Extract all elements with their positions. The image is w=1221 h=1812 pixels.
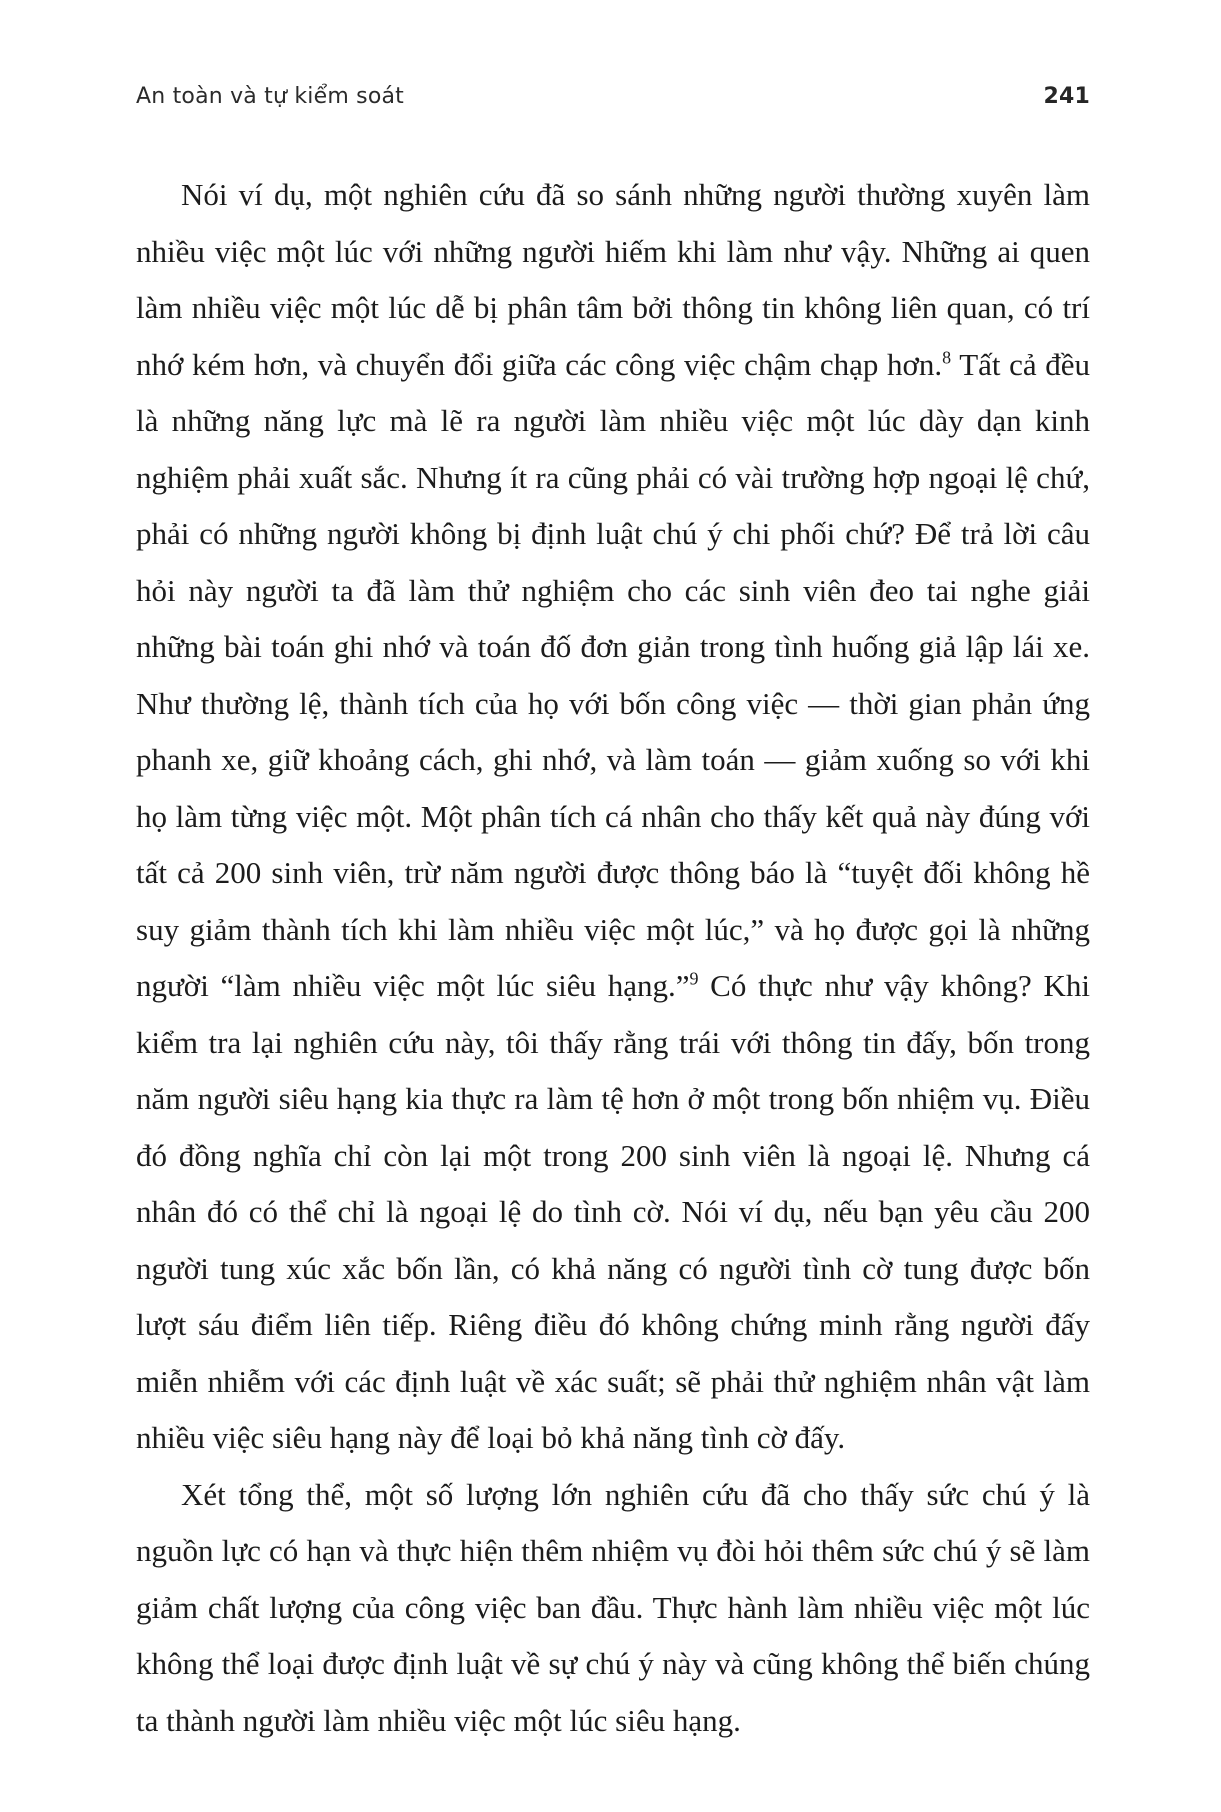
paragraph: Xét tổng thể, một số lượng lớn nghiên cứu đã cho thấy sức chú ý là nguồn lực có hạn và thực hiện thêm nhiệm vụ đòi hỏi thêm sức chú ý sẽ làm giảm chất lượng của công việc ban đầu. Thực hành làm nhiều việc một lúc không thể loại được định luật về sự chú ý này và cũng không thể biến chúng ta thành người làm nhiều việc một lúc siêu hạng. xyxy=(136,1476,1090,1738)
footnote-reference: 9 xyxy=(689,968,699,989)
footnote-reference: 8 xyxy=(942,347,952,368)
page-header xyxy=(136,84,1090,109)
running-header-title: An toàn và tự kiểm soát xyxy=(136,84,404,109)
body-text xyxy=(136,167,1090,1749)
page-number: 241 xyxy=(1043,84,1090,109)
paragraph: Nói ví dụ, một nghiên cứu đã so sánh những người thường xuyên làm nhiều việc một lúc với những người hiếm khi làm như vậy. Những ai quen làm nhiều việc một lúc dễ bị phân tâm bởi thông tin không liên quan, có trí nhớ kém hơn, và chuyển đổi giữa các công việc chậm chạp hơn.$^8$ Tất cả đều là những năng lực mà lẽ ra người làm nhiều việc một lúc dày dạn kinh nghiệm phải xuất sắc. Nhưng ít ra cũng phải có vài trường hợp ngoại lệ chứ, phải có những người không bị định luật chú ý chi phối chứ? Để trả lời câu hỏi này người ta đã làm thử nghiệm cho các sinh viên đeo tai nghe giải những bài toán ghi nhớ và toán đố đơn giản trong tình huống giả lập lái xe. Như thường lệ, thành tích của họ với bốn công việc — thời gian phản ứng phanh xe, giữ khoảng cách, ghi nhớ, và làm toán — giảm xuống so với khi họ làm từng việc một. Một phân tích cá nhân cho thấy kết quả này đúng với tất cả 200 sinh viên, trừ năm người được thông báo là “tuyệt đối không hề suy giảm thành tích khi làm nhiều việc một lúc,” và họ được gọi là những người “làm nhiều việc một lúc siêu hạng.”$^9$ Có thực như vậy không? Khi kiểm tra lại nghiên cứu này, tôi thấy rằng trái với thông tin đấy, bốn trong năm người siêu hạng kia thực ra làm tệ hơn ở một trong bốn nhiệm vụ. Điều đó đồng nghĩa chỉ còn lại một trong 200 sinh viên là ngoại lệ. Nhưng cá nhân đó có thể chỉ là ngoại lệ do tình cờ. Nói ví dụ, nếu bạn yêu cầu 200 người tung xúc xắc bốn lần, có khả năng có người tình cờ tung được bốn lượt sáu điểm liên tiếp. Riêng điều đó không chứng minh rằng người đấy miễn nhiễm với các định luật về xác suất; sẽ phải thử nghiệm nhân vật làm nhiều việc siêu hạng này để loại bỏ khả năng tình cờ đấy. xyxy=(136,177,1091,1455)
